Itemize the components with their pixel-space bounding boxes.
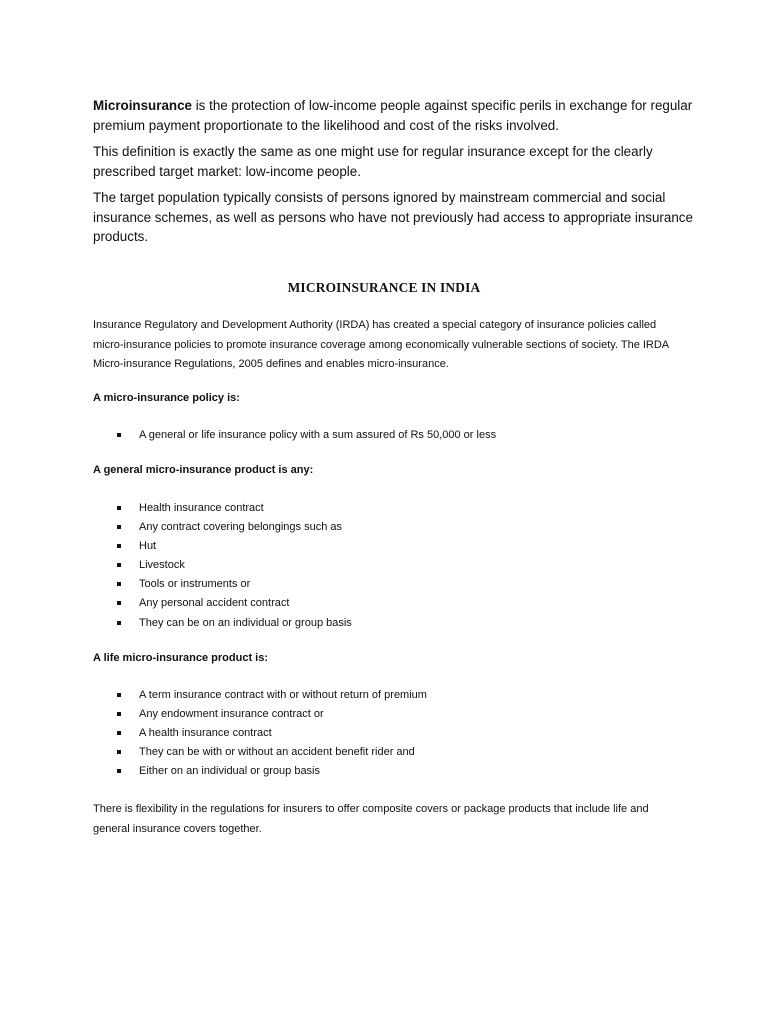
bullet-square-icon [117,731,121,735]
list-item-text: Hut [139,540,157,553]
bullet-square-icon [117,693,121,697]
bullet-square-icon [117,582,121,586]
life-product-heading: A life micro-insurance product is: [93,652,269,664]
closing-paragraph: There is flexibility in the regulations for insurers to offer composite covers or package products that include life and general insurance covers together. [93,803,649,835]
list-item [93,762,427,781]
list-item-text: Either on an individual or group basis [139,765,321,778]
microinsurance-definition [93,96,693,135]
list-item [93,499,352,518]
bullet-square-icon [117,506,121,510]
bullet-square-icon [117,712,121,716]
policy-list [93,426,496,445]
list-item [93,537,352,556]
life-product-list [93,686,427,781]
list-item [93,686,427,705]
list-item-text: They can be on an individual or group basis [139,616,352,629]
list-item [93,575,352,594]
list-item-text: Any endowment insurance contract or [139,708,324,721]
section-title: MICROINSURANCE IN INDIA [287,280,481,295]
bullet-square-icon [117,433,121,437]
list-item [93,518,352,537]
list-item [93,556,352,575]
general-product-list [93,499,352,633]
list-item-text: A health insurance contract [139,727,272,740]
policy-heading: A micro-insurance policy is: [93,392,240,404]
same-definition-paragraph: This definition is exactly the same as one might use for regular insurance except for the clearly prescribed target market: low-income people. [93,144,653,179]
list-item [93,724,427,743]
bullet-square-icon [117,525,121,529]
list-item-text: A term insurance contract with or without return of premium [139,689,427,701]
bullet-square-icon [117,544,121,548]
definition-text: is the protection of low-income people against specific perils in exchange for regular premium payment proportionate to the likelihood and cost of the risks involved. [93,98,693,133]
list-item-text: Health insurance contract [139,502,264,514]
irda-paragraph: Insurance Regulatory and Development Authority (IRDA) has created a special category of insurance policies called micro-insurance policies to promote insurance coverage among economically vulnerable sections of society. The IRDA Micro-insurance Regulations, 2005 defines and enables micro-insurance. [93,319,669,370]
definition-term: Microinsurance [93,98,192,113]
bullet-square-icon [117,563,121,567]
list-item [93,614,352,633]
list-item [93,705,427,724]
bullet-square-icon [117,621,121,625]
general-product-heading: A general micro-insurance product is any: [93,464,314,476]
list-item-text: They can be with or without an accident benefit rider and [139,746,415,759]
list-item [93,594,352,613]
list-item-text: Any personal accident contract [139,597,290,610]
list-item-text: Livestock [139,559,185,572]
list-item [93,743,427,762]
list-item-text: A general or life insurance policy with a sum assured of Rs 50,000 or less [139,429,497,441]
bullet-square-icon [117,769,121,773]
target-population-paragraph: The target population typically consists of persons ignored by mainstream commercial and social insurance schemes, as well as persons who have not previously had access to appropriate insurance products. [93,190,693,244]
list-item [93,426,496,445]
list-item-text: Tools or instruments or [139,578,251,591]
list-item-text: Any contract covering belongings such as [139,521,343,534]
bullet-square-icon [117,601,121,605]
bullet-square-icon [117,750,121,754]
